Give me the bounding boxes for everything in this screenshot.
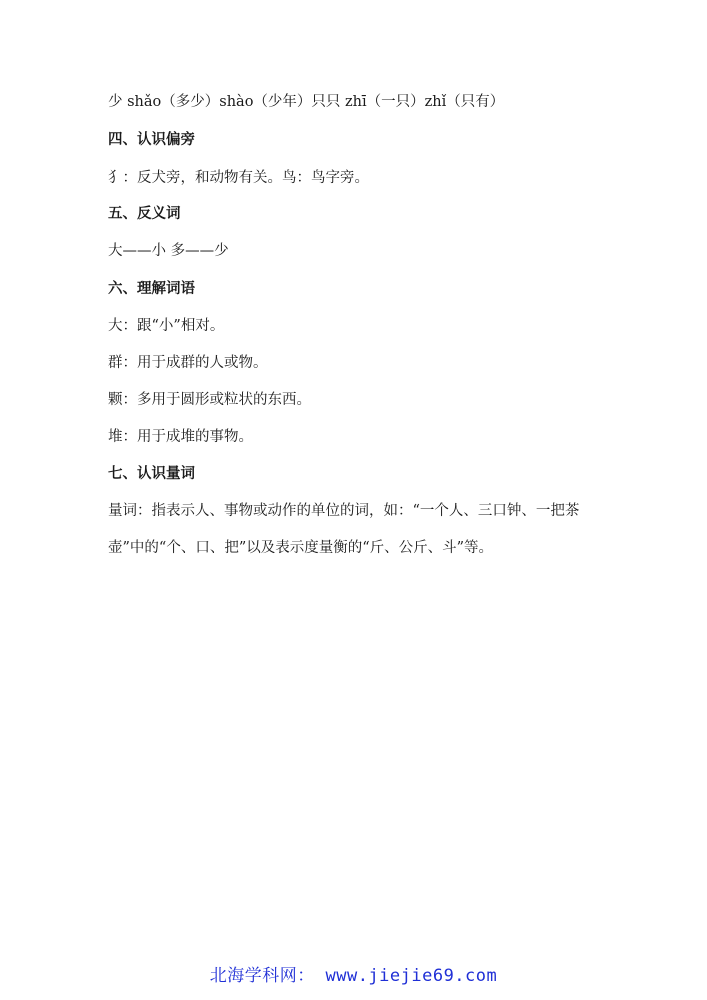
section-heading-measure-words: 七、认识量词 <box>108 466 195 482</box>
vocabulary-item: 颗：多用于圆形或粒状的东西。 <box>108 392 311 408</box>
vocabulary-item: 大：跟“小”相对。 <box>108 318 225 334</box>
vocabulary-item: 群：用于成群的人或物。 <box>108 355 268 371</box>
measure-words-text-line1: 量词：指表示人、事物或动作的单位的词，如：“一个人、三口钟、一把茶 <box>108 503 580 519</box>
radicals-text: 犭：反犬旁，和动物有关。鸟：鸟字旁。 <box>108 170 369 186</box>
section-heading-radicals: 四、认识偏旁 <box>108 132 195 148</box>
pinyin-line: 少 shǎo（多少）shào（少年）只只 zhī（一只）zhǐ（只有） <box>108 94 505 110</box>
section-heading-vocabulary: 六、理解词语 <box>108 281 195 297</box>
antonyms-text: 大——小 多——少 <box>108 243 229 259</box>
footer-watermark: 北海学科网： www.jiejie69.com <box>209 966 498 986</box>
vocabulary-item: 堆：用于成堆的事物。 <box>108 429 253 445</box>
section-heading-antonyms: 五、反义词 <box>108 206 181 222</box>
measure-words-text-line2: 壶”中的“个、口、把”以及表示度量衡的“斤、公斤、斗”等。 <box>108 540 494 556</box>
